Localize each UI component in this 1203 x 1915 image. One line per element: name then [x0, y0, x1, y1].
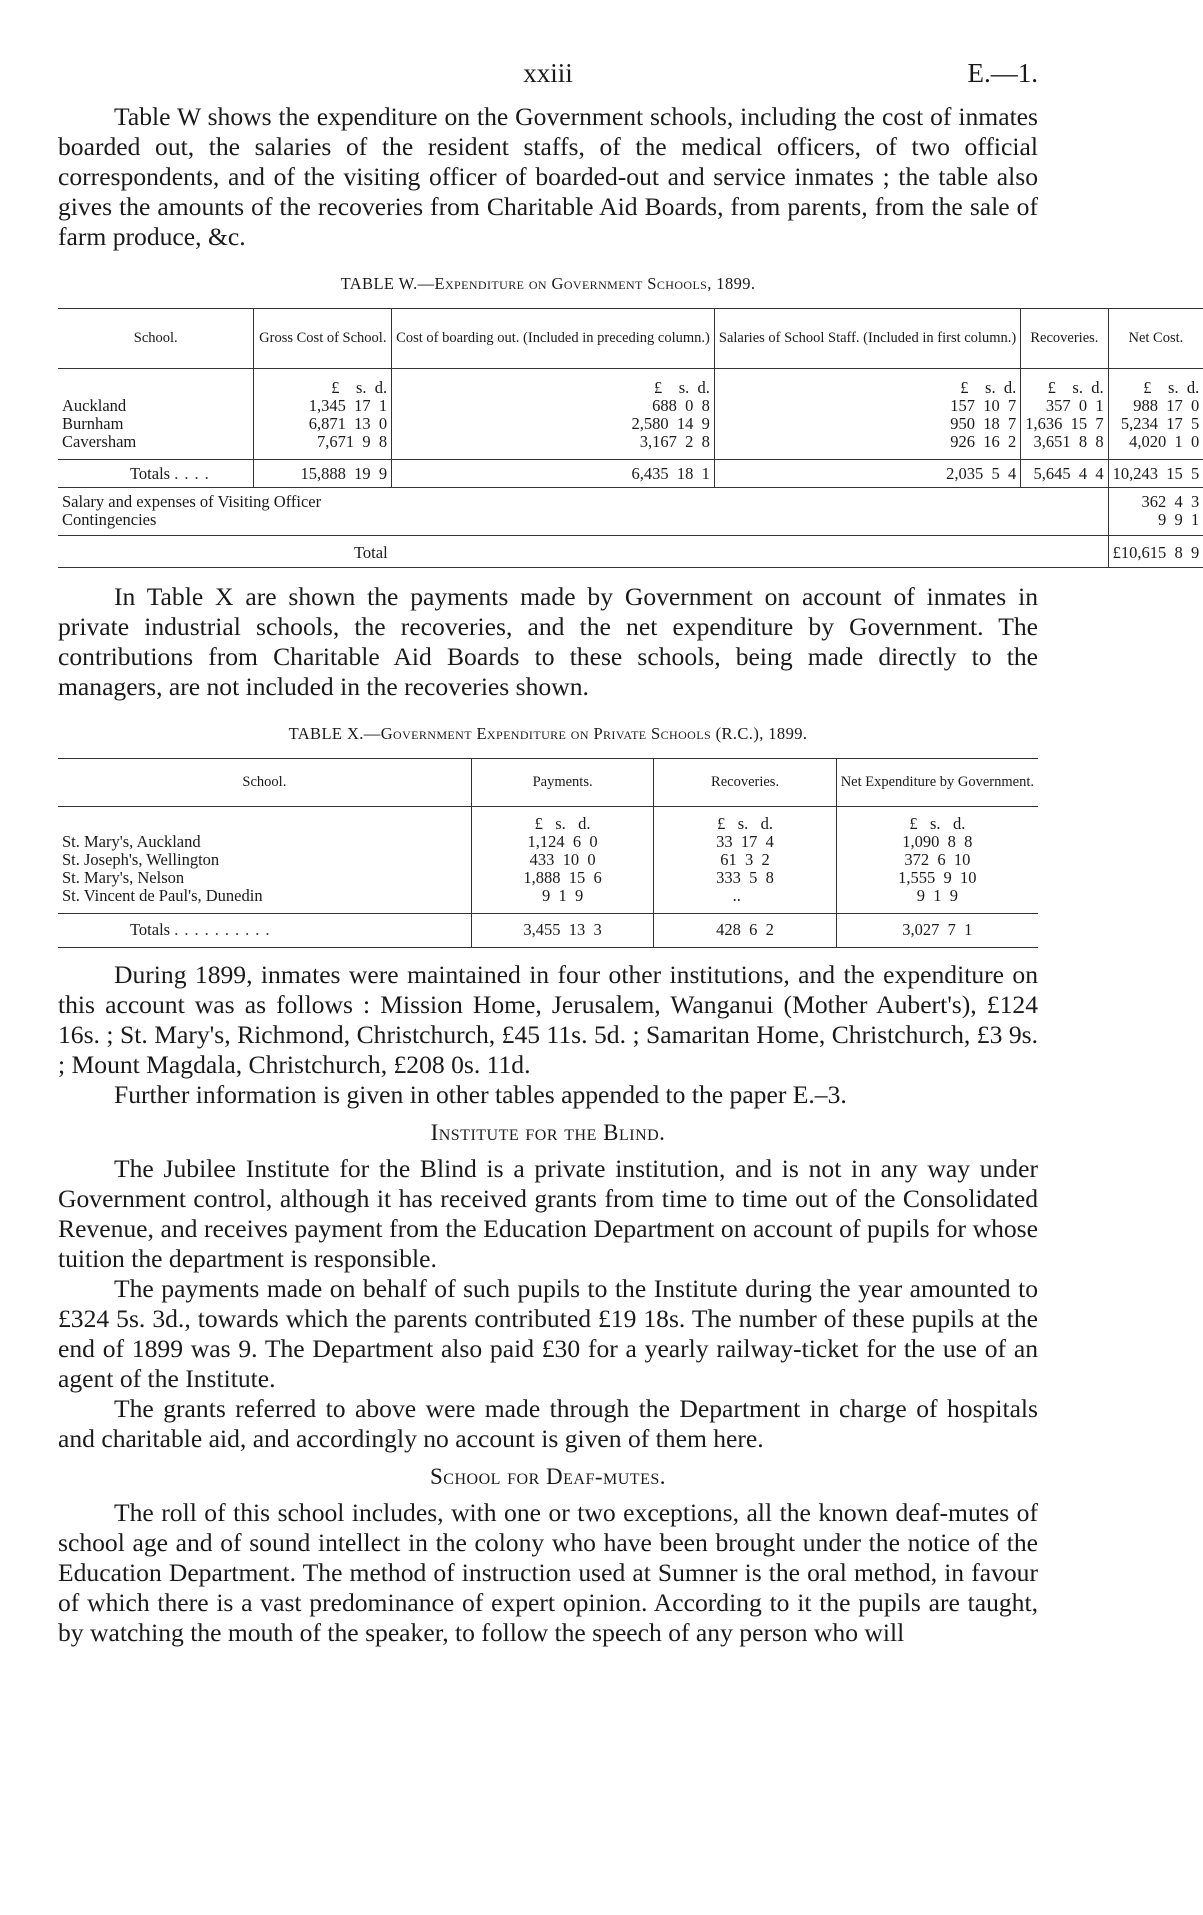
cell-boarding: 3,167 2 8 [392, 433, 715, 460]
table-w-body [58, 397, 1203, 460]
school-name: Auckland [62, 396, 127, 415]
unit-label: £ s. d. [714, 369, 1020, 398]
cell-net: 9 1 9 [836, 887, 1038, 914]
cell-net: 988 17 0 [1108, 397, 1203, 415]
paragraph-table-w-intro: Table W shows the expenditure on the Government schools, including the cost of inmates boarded out, the salaries of the resident staffs, of the medical officers, of two official correspondents, and of the visiting officer of boarded-out and service inmates ; the table also gives the amounts of the recoveries from Charitable Aid Boards, from parents, from the sale of farm produce, &c. [58, 102, 1038, 251]
cell-recoveries: 61 3 2 [654, 851, 836, 869]
cell-salaries: 926 16 2 [714, 433, 1020, 460]
cell-net: 372 6 10 [836, 851, 1038, 869]
table-x-unit-row [58, 807, 1038, 834]
paragraph-other-institutions: During 1899, inmates were maintained in four other institutions, and the expenditure on this account was as follows : Mission Home, Jerusalem, Wanganui (Mother Aubert's), £124 16s. ; St. Mary's, Richmond, Christchurch, £45 11s. 5d. ; Samaritan Home, Christchurch, £3 9s. ; Mount Magdala, Christchurch, £208 0s. 11d. [58, 960, 1038, 1079]
cell-salaries: 157 10 7 [714, 397, 1020, 415]
table-w-row [58, 397, 1203, 415]
cell-boarding: 2,580 14 9 [392, 415, 715, 433]
cell-payments: 9 1 9 [471, 887, 654, 914]
table-w-header: Cost of boarding out. (Included in preceding column.) [392, 309, 715, 369]
cell-boarding: 688 0 8 [392, 397, 715, 415]
unit-label: £ s. d. [1108, 369, 1203, 398]
cell-salaries: 950 18 7 [714, 415, 1020, 433]
cell-net: 1,090 8 8 [836, 833, 1038, 851]
paragraph-blind-1: The Jubilee Institute for the Blind is a private institution, and is not in any way under Government control, although it has received grants from time to time out of the Consolidated Revenue, and receives payment from the Education Department on account of pupils for whose tuition the department is responsible. [58, 1154, 1038, 1273]
cell-payments: 1,888 15 6 [471, 869, 654, 887]
cell-recoveries: 33 17 4 [654, 833, 836, 851]
table-w-header: Net Cost. [1108, 309, 1203, 369]
cell-gross: 1,345 17 1 [254, 397, 392, 415]
cell-net: 4,020 1 0 [1108, 433, 1203, 460]
unit-label: £ s. d. [836, 807, 1038, 834]
table-w-extra-row: Contingencies 9 9 1 [58, 511, 1203, 536]
table-w-extra-row: Salary and expenses of Visiting Officer 362 4 3 [58, 488, 1203, 512]
unit-label: £ s. d. [654, 807, 836, 834]
cell-gross: 7,671 9 8 [254, 433, 392, 460]
cell-recoveries: 333 5 8 [654, 869, 836, 887]
page-header [58, 58, 1038, 102]
paragraph-blind-3: The grants referred to above were made through the Department in charge of hospitals and charitable aid, and accordingly no account is given of them here. [58, 1394, 1038, 1453]
paragraph-table-x-intro: In Table X are shown the payments made by Government on account of inmates in private industrial schools, the recoveries, and the net expenditure by Government. The contributions from Charitable Aid Boards to these schools, being made directly to the managers, are not included in the recoveries shown. [58, 582, 1038, 701]
totals-recoveries: 428 6 2 [654, 914, 836, 948]
table-x [58, 758, 1038, 948]
table-w-row [58, 433, 1203, 460]
table-x-header: Net Expenditure by Government. [836, 759, 1038, 807]
table-x-row [58, 887, 1038, 914]
cell-payments: 1,124 6 0 [471, 833, 654, 851]
table-x-row [58, 833, 1038, 851]
table-w [58, 308, 1203, 568]
school-name: St. Joseph's, Wellington [62, 850, 220, 869]
school-name: St. Vincent de Paul's, Dunedin [62, 886, 263, 905]
cell-gross: 6,871 13 0 [254, 415, 392, 433]
table-w-totals-row: Totals .... 15,888 19 9 6,435 18 1 2,035 5 4 5,645 4 4 10,243 15 5 [58, 460, 1203, 488]
table-w-grand-total-row: Total £10,615 8 9 [58, 536, 1203, 568]
table-x-caption: TABLE X.—Government Expenditure on Private Schools (R.C.), 1899. [288, 724, 808, 743]
cell-payments: 433 10 0 [471, 851, 654, 869]
table-x-totals-row: Totals .......... 3,455 13 3 428 6 2 3,027 7 1 [58, 914, 1038, 948]
extra-net: 9 9 1 [1108, 511, 1203, 536]
table-x-row [58, 851, 1038, 869]
document-reference: E.—1. [967, 58, 1038, 88]
cell-net: 5,234 17 5 [1108, 415, 1203, 433]
school-name: Caversham [62, 432, 137, 451]
paragraph-deaf-mutes: The roll of this school includes, with one or two exceptions, all the known deaf-mutes of school age and of sound intellect in the colony who have been brought under the notice of the Education Department. The method of instruction used at Sumner is the oral method, in favour of which there is a vast predominance of expert opinion. According to it the pupils are taught, by watching the mouth of the speaker, to follow the speech of any person who will [58, 1498, 1038, 1647]
table-w-header: Recoveries. [1021, 309, 1108, 369]
unit-label: £ s. d. [254, 369, 392, 398]
school-name: Burnham [62, 414, 124, 433]
totals-recoveries: 5,645 4 4 [1021, 460, 1108, 488]
totals-payments: 3,455 13 3 [471, 914, 654, 948]
table-w-header-row [58, 309, 1203, 369]
unit-label: £ s. d. [1021, 369, 1108, 398]
school-name: St. Mary's, Auckland [62, 832, 201, 851]
table-x-header: Payments. [471, 759, 654, 807]
cell-recoveries: 1,636 15 7 [1021, 415, 1108, 433]
cell-recoveries: .. [654, 887, 836, 914]
table-x-body [58, 833, 1038, 914]
totals-boarding: 6,435 18 1 [392, 460, 715, 488]
table-x-header: School. [242, 774, 287, 790]
totals-gross: 15,888 19 9 [254, 460, 392, 488]
heading-school-for-deaf-mutes: School for Deaf-mutes. [430, 1464, 666, 1489]
table-x-header: Recoveries. [654, 759, 836, 807]
paragraph-blind-2: The payments made on behalf of such pupils to the Institute during the year amounted to £324 5s. 3d., towards which the parents contributed £19 18s. The number of these pupils at the end of 1899 was 9. The Department also paid £30 for a yearly railway-ticket for the use of an agent of the Institute. [58, 1274, 1038, 1393]
extra-net: 362 4 3 [1108, 488, 1203, 512]
table-w-unit-row [58, 369, 1203, 398]
cell-net: 1,555 9 10 [836, 869, 1038, 887]
table-x-row [58, 869, 1038, 887]
table-w-caption: TABLE W.—Expenditure on Government Schools, 1899. [340, 274, 756, 293]
unit-label: £ s. d. [471, 807, 654, 834]
school-name: St. Mary's, Nelson [62, 868, 185, 887]
paragraph-further-information: Further information is given in other tables appended to the paper E.–3. [114, 1080, 847, 1109]
cell-recoveries: 357 0 1 [1021, 397, 1108, 415]
table-w-row [58, 415, 1203, 433]
totals-salaries: 2,035 5 4 [714, 460, 1020, 488]
heading-institute-for-the-blind: Institute for the Blind. [430, 1120, 666, 1145]
table-w-header: School. [133, 330, 178, 346]
totals-net: 10,243 15 5 [1108, 460, 1203, 488]
cell-recoveries: 3,651 8 8 [1021, 433, 1108, 460]
grand-total-net: £10,615 8 9 [1108, 536, 1203, 568]
table-w-header: Salaries of School Staff. (Included in first column.) [714, 309, 1020, 369]
table-w-header: Gross Cost of School. [254, 309, 392, 369]
table-x-header-row [58, 759, 1038, 807]
totals-net: 3,027 7 1 [836, 914, 1038, 948]
unit-label: £ s. d. [392, 369, 715, 398]
document-page [58, 58, 1200, 1648]
page-number: xxiii [523, 58, 573, 88]
